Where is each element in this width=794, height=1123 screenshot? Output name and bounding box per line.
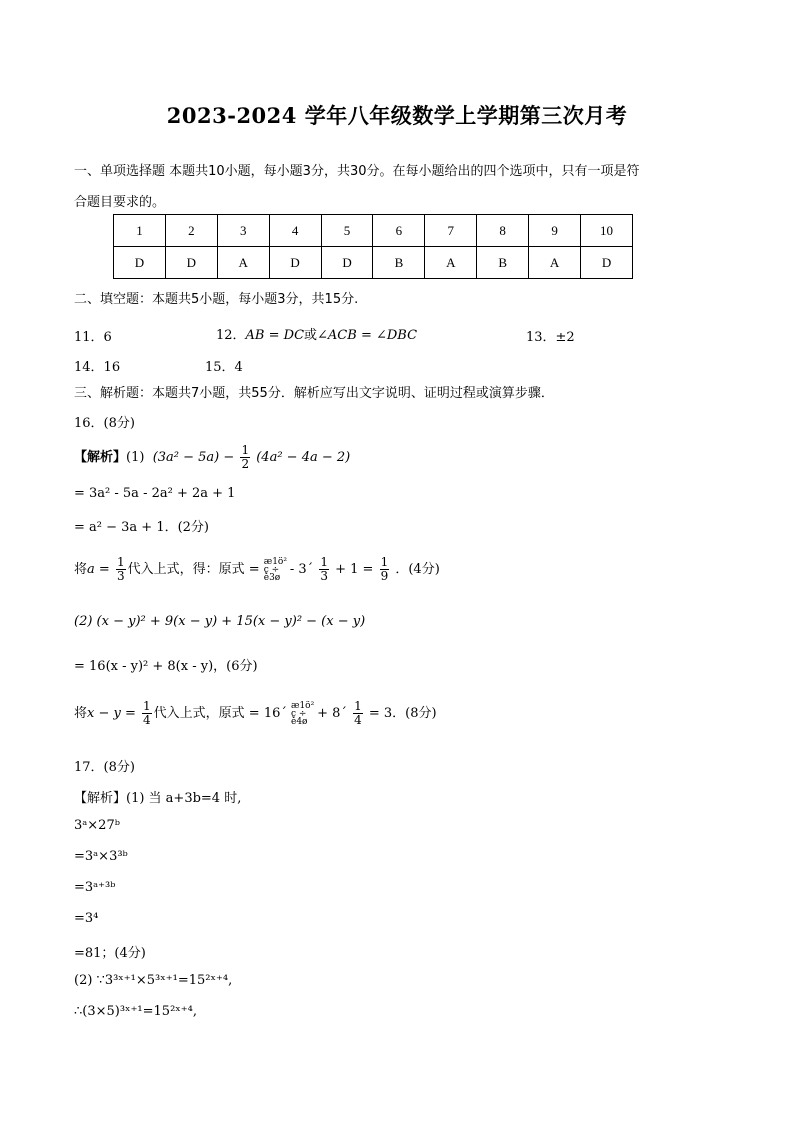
sub2-mid2: + 8´: [317, 706, 347, 721]
q17-line6: =81；(4分): [74, 946, 146, 961]
fraction-denominator: 4: [354, 713, 362, 727]
q16-expr-term2: (4a² − 4a − 2): [256, 450, 351, 465]
table-cell-number: 3: [217, 215, 269, 247]
q17-line7: (2) ∵3³ˣ⁺¹×5³ˣ⁺¹=15²ˣ⁺⁴,: [74, 973, 233, 988]
table-cell-answer: D: [581, 247, 633, 279]
answer-14: 14．16: [74, 360, 121, 375]
fraction-numerator: 1: [241, 443, 250, 457]
q16-part1-expression: [74, 444, 350, 471]
sub2-fraction: [142, 700, 152, 727]
q16-substitution-1: [74, 556, 440, 583]
q16-substitution-2: [74, 700, 437, 727]
answer-12-option-b: ∠ACB = ∠DBC: [317, 328, 418, 343]
sub1-garbled-symbol: æ1ö² ç ÷ è3ø: [263, 556, 287, 583]
table-cell-answer: A: [529, 247, 581, 279]
q16-expr-half: [240, 444, 250, 471]
table-cell-number: 10: [581, 215, 633, 247]
answer-table-answer-row: [114, 247, 633, 279]
answer-12-or: 或: [304, 328, 318, 343]
table-cell-answer: D: [321, 247, 373, 279]
section3-heading: 三、解析题：本题共7小题，共55分．解析应写出文字说明、证明过程或演算步骤．: [74, 386, 554, 401]
table-cell-answer: A: [425, 247, 477, 279]
fraction-numerator: 1: [116, 555, 125, 569]
sub1-var: a =: [87, 562, 110, 577]
fraction-numerator: 1: [320, 555, 328, 569]
table-cell-number: 2: [165, 215, 217, 247]
q16-expr-minus: −: [223, 450, 235, 465]
section1-heading-line1: 一、单项选择题 本题共10小题，每小题3分，共30分。在每小题给出的四个选项中，只有一项是符: [74, 164, 640, 179]
q17-line5: =3⁴: [74, 911, 99, 926]
sub1-score: ．(4分): [395, 562, 440, 577]
fraction-denominator: 3: [116, 569, 125, 583]
table-cell-answer: A: [217, 247, 269, 279]
sub2-end: = 3．(8分): [368, 706, 437, 721]
answer-12: [216, 324, 417, 343]
table-cell-answer: D: [114, 247, 166, 279]
fraction-numerator: 1: [380, 555, 389, 569]
fraction-numerator: 1: [143, 699, 151, 713]
answer-table: [113, 214, 633, 279]
section1-heading-line2: 合题目要求的。: [74, 195, 166, 210]
table-cell-answer: D: [165, 247, 217, 279]
sub1-fraction-3: [380, 556, 390, 583]
sub1-mid: 代入上式，得：原式 =: [127, 562, 260, 577]
fraction-denominator: 9: [380, 569, 389, 583]
q16-step3: = a² − 3a + 1．(2分): [74, 520, 210, 535]
sub2-fraction-2: [353, 700, 363, 727]
table-cell-number: 4: [269, 215, 321, 247]
q16-step5: = 16(x - y)² + 8(x - y)，(6分): [74, 659, 258, 674]
sub1-plus: + 1 =: [335, 562, 374, 577]
table-cell-number: 8: [477, 215, 529, 247]
sub1-fraction-2: [319, 556, 329, 583]
answer-15: 15．4: [205, 360, 243, 375]
answer-13: 13．±2: [526, 330, 575, 345]
table-cell-number: 9: [529, 215, 581, 247]
sub2-garbled-symbol: æ1ö² ç ÷ è4ø: [291, 700, 315, 727]
q17-line2: 3ᵃ×27ᵇ: [74, 818, 120, 833]
q17-header: 17．(8分): [74, 760, 135, 775]
q17-line8: ∴(3×5)³ˣ⁺¹=15²ˣ⁺⁴,: [74, 1004, 198, 1019]
table-cell-number: 6: [373, 215, 425, 247]
q17-line1: 【解析】(1) 当 a+3b=4 时,: [74, 791, 242, 806]
q16-expr-term1: (3a² − 5a): [152, 450, 220, 465]
q16-part2-expression: (2) (x − y)² + 9(x − y) + 15(x − y)² − (x − y): [74, 614, 366, 629]
table-cell-answer: B: [477, 247, 529, 279]
solution-label: 【解析】: [74, 450, 127, 465]
table-cell-answer: B: [373, 247, 425, 279]
answer-table-number-row: [114, 215, 633, 247]
table-cell-number: 7: [425, 215, 477, 247]
sub1-mid2: - 3´: [289, 562, 314, 577]
sub1-pre: 将: [74, 562, 88, 577]
table-cell-number: 1: [114, 215, 166, 247]
sub1-fraction: [116, 556, 126, 583]
sub2-mid: 代入上式，原式 = 16´: [153, 706, 287, 721]
q17-line4: =3ᵃ⁺³ᵇ: [74, 880, 116, 895]
fraction-denominator: 3: [320, 569, 328, 583]
fraction-denominator: 2: [241, 457, 250, 471]
fraction-denominator: 4: [143, 713, 151, 727]
answer-11: 11．6: [74, 330, 112, 345]
page-title: 2023-2024 学年八年级数学上学期第三次月考: [166, 103, 628, 128]
table-cell-answer: D: [269, 247, 321, 279]
sub2-pre: 将: [74, 706, 88, 721]
fraction-numerator: 1: [354, 699, 362, 713]
answer-12-option-a: AB = DC: [245, 328, 305, 343]
sub2-var: x − y =: [87, 706, 136, 721]
section2-heading: 二、填空题：本题共5小题，每小题3分，共15分.: [74, 292, 359, 307]
q16-header: 16．(8分): [74, 416, 135, 431]
q17-line3: =3ᵃ×3³ᵇ: [74, 849, 128, 864]
q16-step2: = 3a² - 5a - 2a² + 2a + 1: [74, 486, 236, 501]
table-cell-number: 5: [321, 215, 373, 247]
q16-part1-number: (1): [126, 450, 145, 465]
answer-12-number: 12．: [216, 328, 246, 343]
